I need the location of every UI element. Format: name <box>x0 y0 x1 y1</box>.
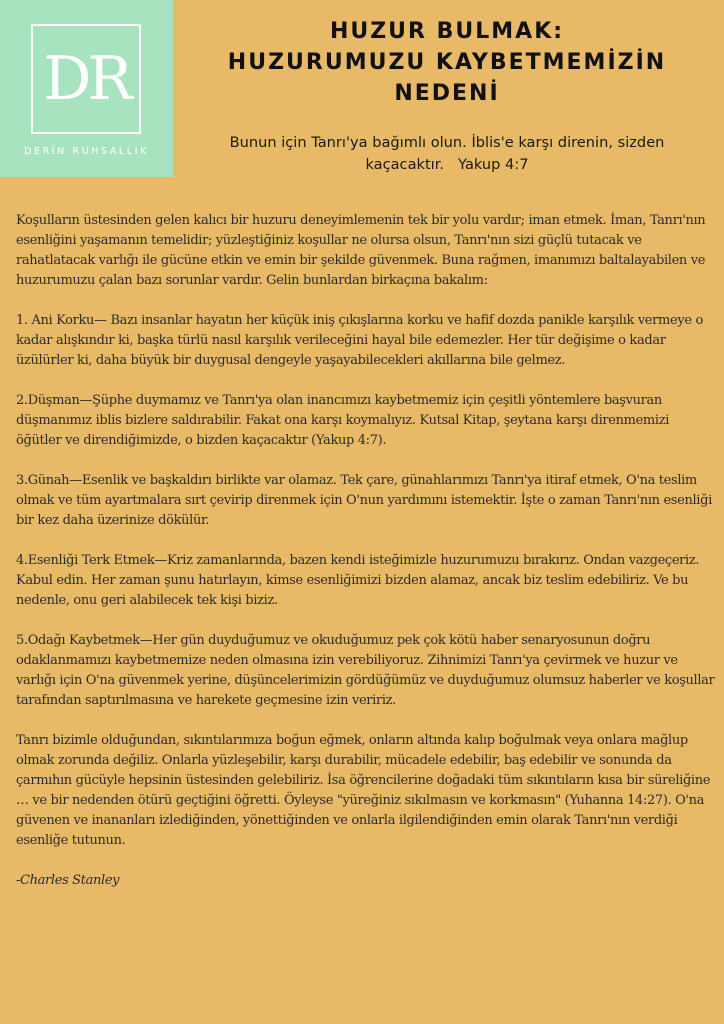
logo <box>0 0 173 177</box>
author-signature: -Charles Stanley <box>16 873 120 888</box>
intro-paragraph: Koşulların üstesinden gelen kalıcı bir huzuru deneyimlemenin tek bir yolu vardır; iman etmek. İman, Tanrı'nın esenliğini yaşamanın temelidir; yüzleştiğiniz koşullar ne olursa olsun, Tanrı'nın sizi güçlü tutacak ve rahatlatacak varlığı ile gücüne etkin ve emin bir şekilde güvenmek. Buna rağmen, imanımızı baltalayabilen ve huzurumuzu çalan bazı sorunlar vardır. Gelin bunlardan birkaçına bakalım: <box>16 213 706 288</box>
page-title <box>180 16 714 109</box>
verse-text: Bunun için Tanrı'ya bağımlı olun. İblis'e karşı direnin, sizden kaçacaktır. <box>229 134 665 173</box>
title-line-3: NEDENİ <box>394 81 500 106</box>
closing-paragraph: Tanrı bizimle olduğundan, sıkıntılarımıza boğun eğmek, onların altında kalıp boğulmak veya onlara mağlup olmak zorunda değiliz. Onlarla yüzleşebilir, karşı durabilir, mücadele edebilir, baş edebilir ve sonunda da çarmıhın gücüyle hepsinin üstesinden gelebiliriz. İsa öğrencilerine doğadaki tüm sıkıntıların kısa bir süreliğine … ve bir nedenden ötürü geçtiğini öğretti. Öyleyse "yüreğiniz sıkılmasın ve korkmasın" (Yuhanna 14:27). O'na güvenen ve inananları izlediğinden, yönettiğinden ve onlarla ilgilendiğinden emin olarak Tanrı'nın verdiği esenliğe tutunun. <box>16 733 711 848</box>
point-sin: 3.Günah—Esenlik ve başkaldırı birlikte var olamaz. Tek çare, günahlarımızı Tanrı'ya itiraf etmek, O'na teslim olmak ve tüm ayartmalara sırt çevirip direnmek için O'nun yardımını istemektir. İşte o zaman Tanrı'nın esenliği bir kez daha üzerinize dökülür. <box>16 473 712 528</box>
logo-mark: DR <box>43 44 129 114</box>
point-losing-focus: 5.Odağı Kaybetmek—Her gün duyduğumuz ve okuduğumuz pek çok kötü haber senaryosunun doğru odaklanmamızı kaybetmemize neden olmasına izin verebiliyoruz. Zihnimizi Tanrı'ya çevirmek ve huzur ve varlığı için O'na güvenmek yerine, düşüncelerimizin gördüğümüz ve duyduğumuz olumsuz haberler ve koşullar tarafından saptırılmasına ve harekete geçmesine izin veririz. <box>16 633 715 708</box>
verse-reference: Yakup 4:7 <box>458 156 529 173</box>
point-abandoning-peace: 4.Esenliği Terk Etmek—Kriz zamanlarında, bazen kendi isteğimizle huzurumuzu bırakırız. Ondan vazgeçeriz. Kabul edin. Her zaman şunu hatırlayın, kimse esenliğimizi bizden alamaz, ancak biz teslim edebiliriz. Ve bu nedenle, onu geri alabilecek tek kişi biziz. <box>16 553 700 608</box>
article-body <box>16 211 716 911</box>
logo-frame <box>31 24 141 134</box>
point-sudden-fear: 1. Ani Korku— Bazı insanlar hayatın her küçük iniş çıkışlarına korku ve hafif dozda panikle karşılık vermeye o kadar alışkındır ki, başka türlü nasıl karşılık verileceğini hayal bile edemezler. Her tür değişime o kadar üzülürler ki, daha büyük bir duygusal dengeyle yaşayabilecekleri akıllarına bile gelmez. <box>16 313 703 368</box>
title-line-2: HUZURUMUZU KAYBETMEMİZİN <box>227 50 667 75</box>
logo-subtitle: DERİN RUHSALLIK <box>24 146 149 157</box>
bible-verse <box>180 132 714 176</box>
point-enemy: 2.Düşman—Şüphe duymamız ve Tanrı'ya olan inancımızı kaybetmemiz için çeşitli yöntemlere başvuran düşmanımız iblis bizlere saldırabilir. Fakat ona karşı koymalıyız. Kutsal Kitap, şeytana karşı direnmemizi öğütler ve direndiğimizde, o bizden kaçacaktır (Yakup 4:7). <box>16 393 670 448</box>
title-line-1: HUZUR BULMAK: <box>329 19 565 44</box>
